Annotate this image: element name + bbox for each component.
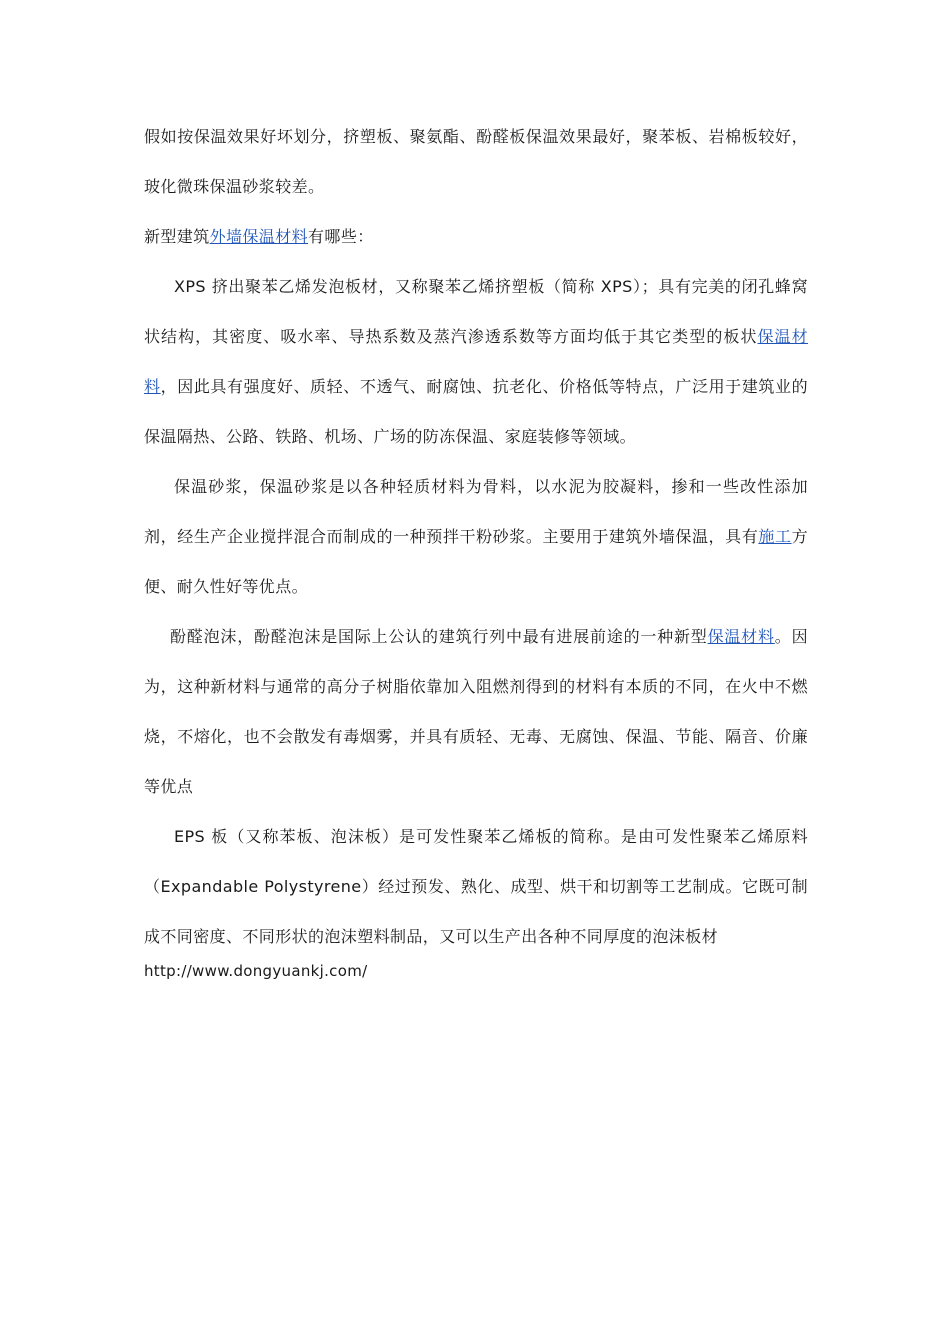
paragraph-text: 假如按保温效果好坏划分，挤塑板、聚氨酯、酚醛板保温效果最好，聚苯板、岩棉板较好，玻化微珠保温砂浆较差。 [144,127,808,196]
paragraph-phenolic-foam [144,612,808,812]
paragraph-text: 酚醛泡沫，酚醛泡沫是国际上公认的建筑行列中最有进展前途的一种新型 [170,627,708,646]
link-insulation-material-2[interactable]: 保温材料 [707,627,775,646]
paragraph-xps [144,262,808,462]
paragraph-text: XPS 挤出聚苯乙烯发泡板材，又称聚苯乙烯挤塑板（简称 XPS）；具有完美的闭孔蜂窝状结构，其密度、吸水率、导热系数及蒸汽渗透系数等方面均低于其它类型的板状 [144,277,808,346]
paragraph-text: 有哪些： [308,227,374,246]
link-insulation-material[interactable]: 保温材料 [144,327,808,396]
paragraph-insulation-mortar [144,462,808,612]
paragraph-text: 保温砂浆，保温砂浆是以各种轻质材料为骨料，以水泥为胶凝料，掺和一些改性添加剂，经生产企业搅拌混合而制成的一种预拌干粉砂浆。主要用于建筑外墙保温，具有 [144,477,808,546]
paragraph-text: 新型建筑 [144,227,210,246]
paragraph-materials-intro [144,212,808,262]
document-body [144,112,808,986]
paragraph-text: 方便、耐久性好等优点。 [144,527,808,596]
link-exterior-wall-insulation[interactable]: 外墙保温材料 [209,227,309,246]
link-construction[interactable]: 施工 [758,527,792,546]
paragraph-text: EPS 板（又称苯板、泡沫板）是可发性聚苯乙烯板的简称。是由可发性聚苯乙烯原料（Expandable Polystyrene）经过预发、熟化、成型、烘干和切割等工艺制成。它既可制成不同密度、不同形状的泡沫塑料制品，又可以生产出各种不同厚度的泡沫板材 [144,827,808,946]
paragraph-text: 。因为，这种新材料与通常的高分子树脂依靠加入阻燃剂得到的材料有本质的不同，在火中不燃烧，不熔化，也不会散发有毒烟雾，并具有质轻、无毒、无腐蚀、保温、节能、隔音、价廉等优点 [144,627,808,796]
paragraph-text: ，因此具有强度好、质轻、不透气、耐腐蚀、抗老化、价格低等特点，广泛用于建筑业的保温隔热、公路、铁路、机场、广场的防冻保温、家庭装修等领域。 [144,377,808,446]
url-text: http://www.dongyuankj.com/ [144,962,368,980]
paragraph-insulation-ranking [144,112,808,212]
paragraph-eps [144,812,808,962]
